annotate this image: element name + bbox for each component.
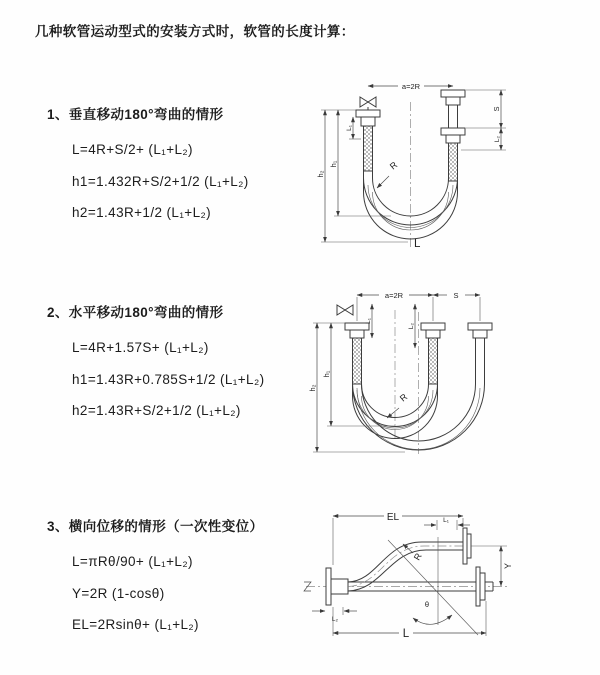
formula-line: EL=2Rsinθ+ (L₁+L₂) — [72, 617, 199, 632]
dim-s — [433, 291, 480, 321]
dim-l1 — [346, 117, 361, 139]
formula-line: L=4R+S/2+ (L₁+L₂) — [72, 142, 193, 157]
length-label — [414, 238, 421, 250]
section-2 — [47, 301, 327, 427]
dim-s — [466, 90, 506, 128]
fixed-pipe-end — [345, 323, 369, 384]
valve-icon — [360, 97, 376, 110]
svg-text:R: R — [397, 391, 410, 404]
svg-text:L₂: L₂ — [494, 135, 501, 143]
radius-callout — [387, 391, 410, 418]
svg-text:h₂: h₂ — [316, 170, 325, 178]
dim-l2 — [312, 607, 357, 623]
section-1 — [47, 103, 327, 229]
diagram-vertical-180-bend — [313, 66, 528, 256]
svg-text:L₂: L₂ — [331, 616, 339, 623]
svg-text:L₁: L₁ — [346, 125, 353, 131]
formula-list — [72, 332, 327, 427]
dim-l — [333, 601, 486, 640]
svg-text:a=2R: a=2R — [384, 291, 404, 300]
valve-icon — [337, 305, 353, 315]
right-flange — [476, 567, 493, 606]
section-heading: 2、水平移动180°弯曲的情形 — [47, 305, 224, 320]
hose-s-curve — [348, 542, 463, 591]
moving-pipe-end-position2 — [468, 323, 492, 384]
section-heading: 1、垂直移动180°弯曲的情形 — [47, 107, 224, 122]
svg-text:Y: Y — [503, 562, 513, 570]
svg-text:θ: θ — [424, 600, 430, 609]
formula-line: L=πRθ/90+ (L₁+L₂) — [72, 554, 193, 569]
svg-text:S: S — [453, 291, 459, 300]
formula-line: L=4R+1.57S+ (L₁+L₂) — [72, 340, 209, 355]
dim-l2 — [408, 304, 415, 348]
formula-line: h2=1.43R+S/2+1/2 (L₁+L₂) — [72, 403, 241, 418]
svg-text:L: L — [402, 628, 410, 640]
diagram-lateral-displacement — [300, 503, 515, 653]
section-heading: 3、横向位移的情形（一次性变位） — [47, 519, 264, 534]
svg-text:L: L — [414, 238, 421, 250]
svg-text:EL: EL — [386, 512, 400, 523]
svg-text:R: R — [387, 159, 400, 172]
moving-pipe-end-position1 — [421, 323, 445, 384]
left-flange — [326, 568, 348, 605]
svg-text:a=2R: a=2R — [401, 82, 421, 91]
fixed-pipe-end — [356, 110, 380, 171]
svg-text:L₂: L₂ — [408, 322, 415, 330]
dim-l1 — [365, 304, 372, 338]
page-title: 几种软管运动型式的安装方式时，软管的长度计算： — [35, 24, 355, 39]
moving-pipe-end — [441, 90, 465, 181]
section-3 — [47, 515, 327, 641]
svg-text:h₁: h₁ — [329, 160, 338, 168]
top-right-flange — [463, 528, 471, 564]
dim-a2r — [368, 82, 453, 91]
svg-text:L₁: L₁ — [365, 318, 372, 324]
diagram-horizontal-180-bend — [305, 282, 505, 467]
svg-text:S: S — [492, 106, 501, 112]
formula-list — [72, 546, 327, 641]
dim-l2 — [461, 128, 506, 150]
formula-list — [72, 134, 327, 229]
angle-label — [425, 600, 429, 609]
svg-text:L₁: L₁ — [443, 517, 449, 524]
dim-h1 — [329, 110, 391, 216]
svg-text:h₁: h₁ — [322, 370, 331, 378]
formula-line: h2=1.43R+1/2 (L₁+L₂) — [72, 205, 212, 220]
formula-line: h1=1.43R+0.785S+1/2 (L₁+L₂) — [72, 371, 265, 387]
formula-line: h1=1.432R+S/2+1/2 (L₁+L₂) — [72, 173, 249, 189]
radius-callout — [377, 159, 400, 188]
formula-line: Y=2R (1-cosθ) — [72, 585, 165, 601]
svg-text:R: R — [411, 551, 424, 562]
svg-text:h₂: h₂ — [308, 384, 317, 392]
